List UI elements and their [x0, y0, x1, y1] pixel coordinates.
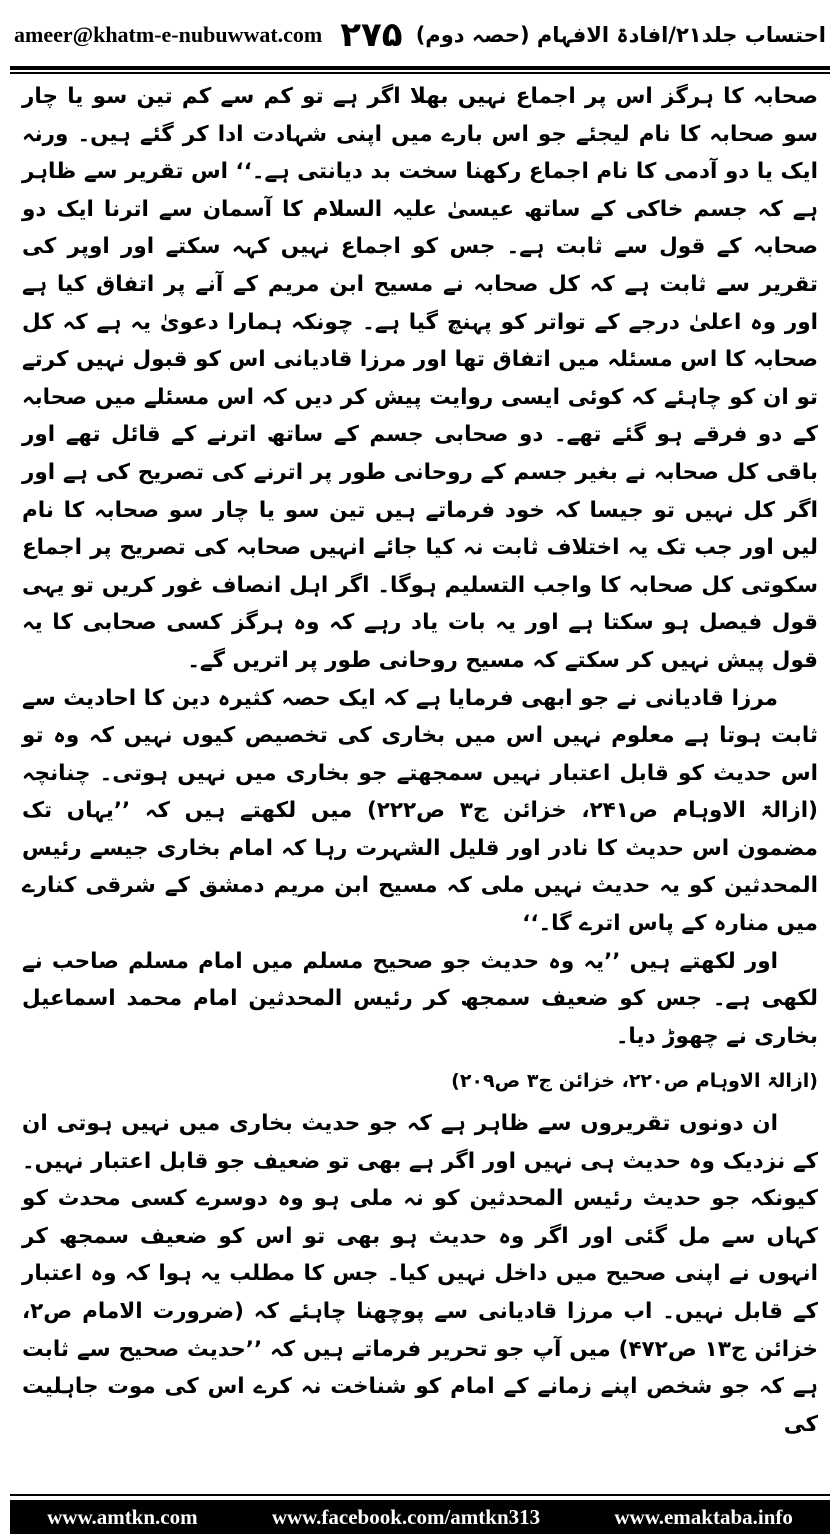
- page-number: ۲۷۵: [340, 15, 403, 55]
- header-rule-thick: [10, 66, 830, 70]
- footer-bar: [10, 1500, 830, 1534]
- reference-citation: (ازالۃ الاوہام ص۲۲۰، خزائن ج۳ ص۲۰۹): [451, 1070, 818, 1093]
- book-title: احتساب جلد۲۱/افادۃ الافہام (حصہ دوم): [415, 23, 826, 47]
- header-email: ameer@khatm-e-nubuwwat.com: [14, 22, 323, 47]
- footer-link-facebook[interactable]: www.facebook.com/amtkn313: [271, 1504, 541, 1529]
- paragraph: اور لکھتے ہیں ’’یہ وہ حدیث جو صحیح مسلم میں امام مسلم صاحب نے لکھی ہے۔ جس کو ضعیف سمجھ کر رئیس المحدثین امام محمد اسماعیل بخاری نے چھوڑ دیا۔: [22, 948, 818, 1049]
- footer-rule: [10, 1494, 830, 1496]
- header-left: [14, 15, 403, 55]
- paragraph: صحابہ کا ہرگز اس پر اجماع نہیں بھلا اگر ہے تو کم سے کم تین سو یا چار سو صحابہ کا نام لیجئے جو اس بارے میں اپنی شہادت ادا کر گئے ہیں۔ ورنہ ایک یا دو آدمی کا نام اجماع رکھنا سخت بد دیانتی ہے۔‘‘ اس تقریر سے ظاہر ہے کہ جسم خاکی کے ساتھ عیسیٰ علیہ السلام کا آسمان سے اترنا ایک دو صحابہ کے قول سے ثابت ہے۔ جس کو اجماع نہیں کہہ سکتے اور اوپر کی تقریر سے ثابت ہے کہ کل صحابہ نے مسیح ابن مریم کے آنے پر اتفاق کیا ہے اور وہ اعلیٰ درجے کے تواتر کو پہنچ گیا ہے۔ چونکہ ہمارا دعویٰ یہ ہے کہ کل صحابہ کا اس مسئلہ میں اتفاق تھا اور مرزا قادیانی اس کو قبول نہیں کرتے تو ان کو چاہئے کہ کوئی ایسی روایت پیش کر دیں کہ اس مسئلے میں صحابہ کے دو فرقے ہو گئے تھے۔ دو صحابی جسم کے ساتھ اترنے کے قائل تھے اور باقی کل صحابہ نے بغیر جسم کے روحانی طور پر اترنے کی تصریح کی ہے اور اگر کل نہیں تو جیسا کہ خود فرماتے ہیں تین سو یا چار سو صحابہ کا نام لیں اور جب تک یہ اختلاف ثابت نہ کیا جائے انہیں صحابہ کی تصریح پر اجماع سکوتی کل صحابہ کا واجب التسلیم ہوگا۔ اگر اہل انصاف غور کریں تو یہی قول فیصل ہو سکتا ہے اور یہ بات یاد رہے کہ وہ ہرگز کسی صحابی کا یہ قول پیش نہیں کر سکتے کہ مسیح روحانی طور پر اتریں گے۔: [22, 84, 818, 673]
- paragraph: مرزا قادیانی نے جو ابھی فرمایا ہے کہ ایک حصہ کثیرہ دین کا احادیث سے ثابت ہوتا ہے معلوم نہیں اس میں بخاری کی تخصیص کیوں نہیں کہ وہ تو اس حدیث کو قابل اعتبار نہیں سمجھتے جو بخاری میں نہیں ہوتی۔ چنانچہ (ازالۃ الاوہام ص۲۴۱، خزائن ج۳ ص۲۲۲) میں لکھتے ہیں کہ ’’یہاں تک مضمون اس حدیث کا نادر اور قلیل الشہرت رہا کہ امام بخاری جیسے رئیس المحدثین کو یہ حدیث نہیں ملی کہ مسیح ابن مریم دمشق کے شرقی کنارے میں منارہ کے پاس اترے گا۔‘‘: [22, 685, 818, 937]
- footer-link-emaktaba[interactable]: www.emaktaba.info: [614, 1504, 793, 1529]
- page-header: [14, 6, 826, 64]
- footer-link-amtkn[interactable]: www.amtkn.com: [47, 1504, 198, 1529]
- header-rule-thin: [10, 72, 830, 74]
- paragraph: ان دونوں تقریروں سے ظاہر ہے کہ جو حدیث بخاری میں نہیں ہوتی ان کے نزدیک وہ حدیث ہی نہیں اور اگر ہے بھی تو ضعیف جو قابل اعتبار نہیں۔ کیونکہ جو حدیث رئیس المحدثین کو نہ ملی ہو وہ دوسرے کسی محدث کو کہاں سے مل گئی اور اگر وہ حدیث ہو بھی تو اس کو ضعیف سمجھ کر انہوں نے اپنی صحیح میں داخل نہیں کیا۔ جس کا مطلب یہ ہوا کہ وہ اعتبار کے قابل نہیں۔ اب مرزا قادیانی سے پوچھنا چاہئے کہ (ضرورت الامام ص۲، خزائن ج۱۳ ص۴۷۲) میں آپ جو تحریر فرماتے ہیں کہ ’’حدیث صحیح سے ثابت ہے کہ جو شخص اپنے زمانے کے امام کو شناخت نہ کرے اس کی موت جاہلیت کی: [22, 1111, 818, 1437]
- page-body: [22, 78, 818, 1443]
